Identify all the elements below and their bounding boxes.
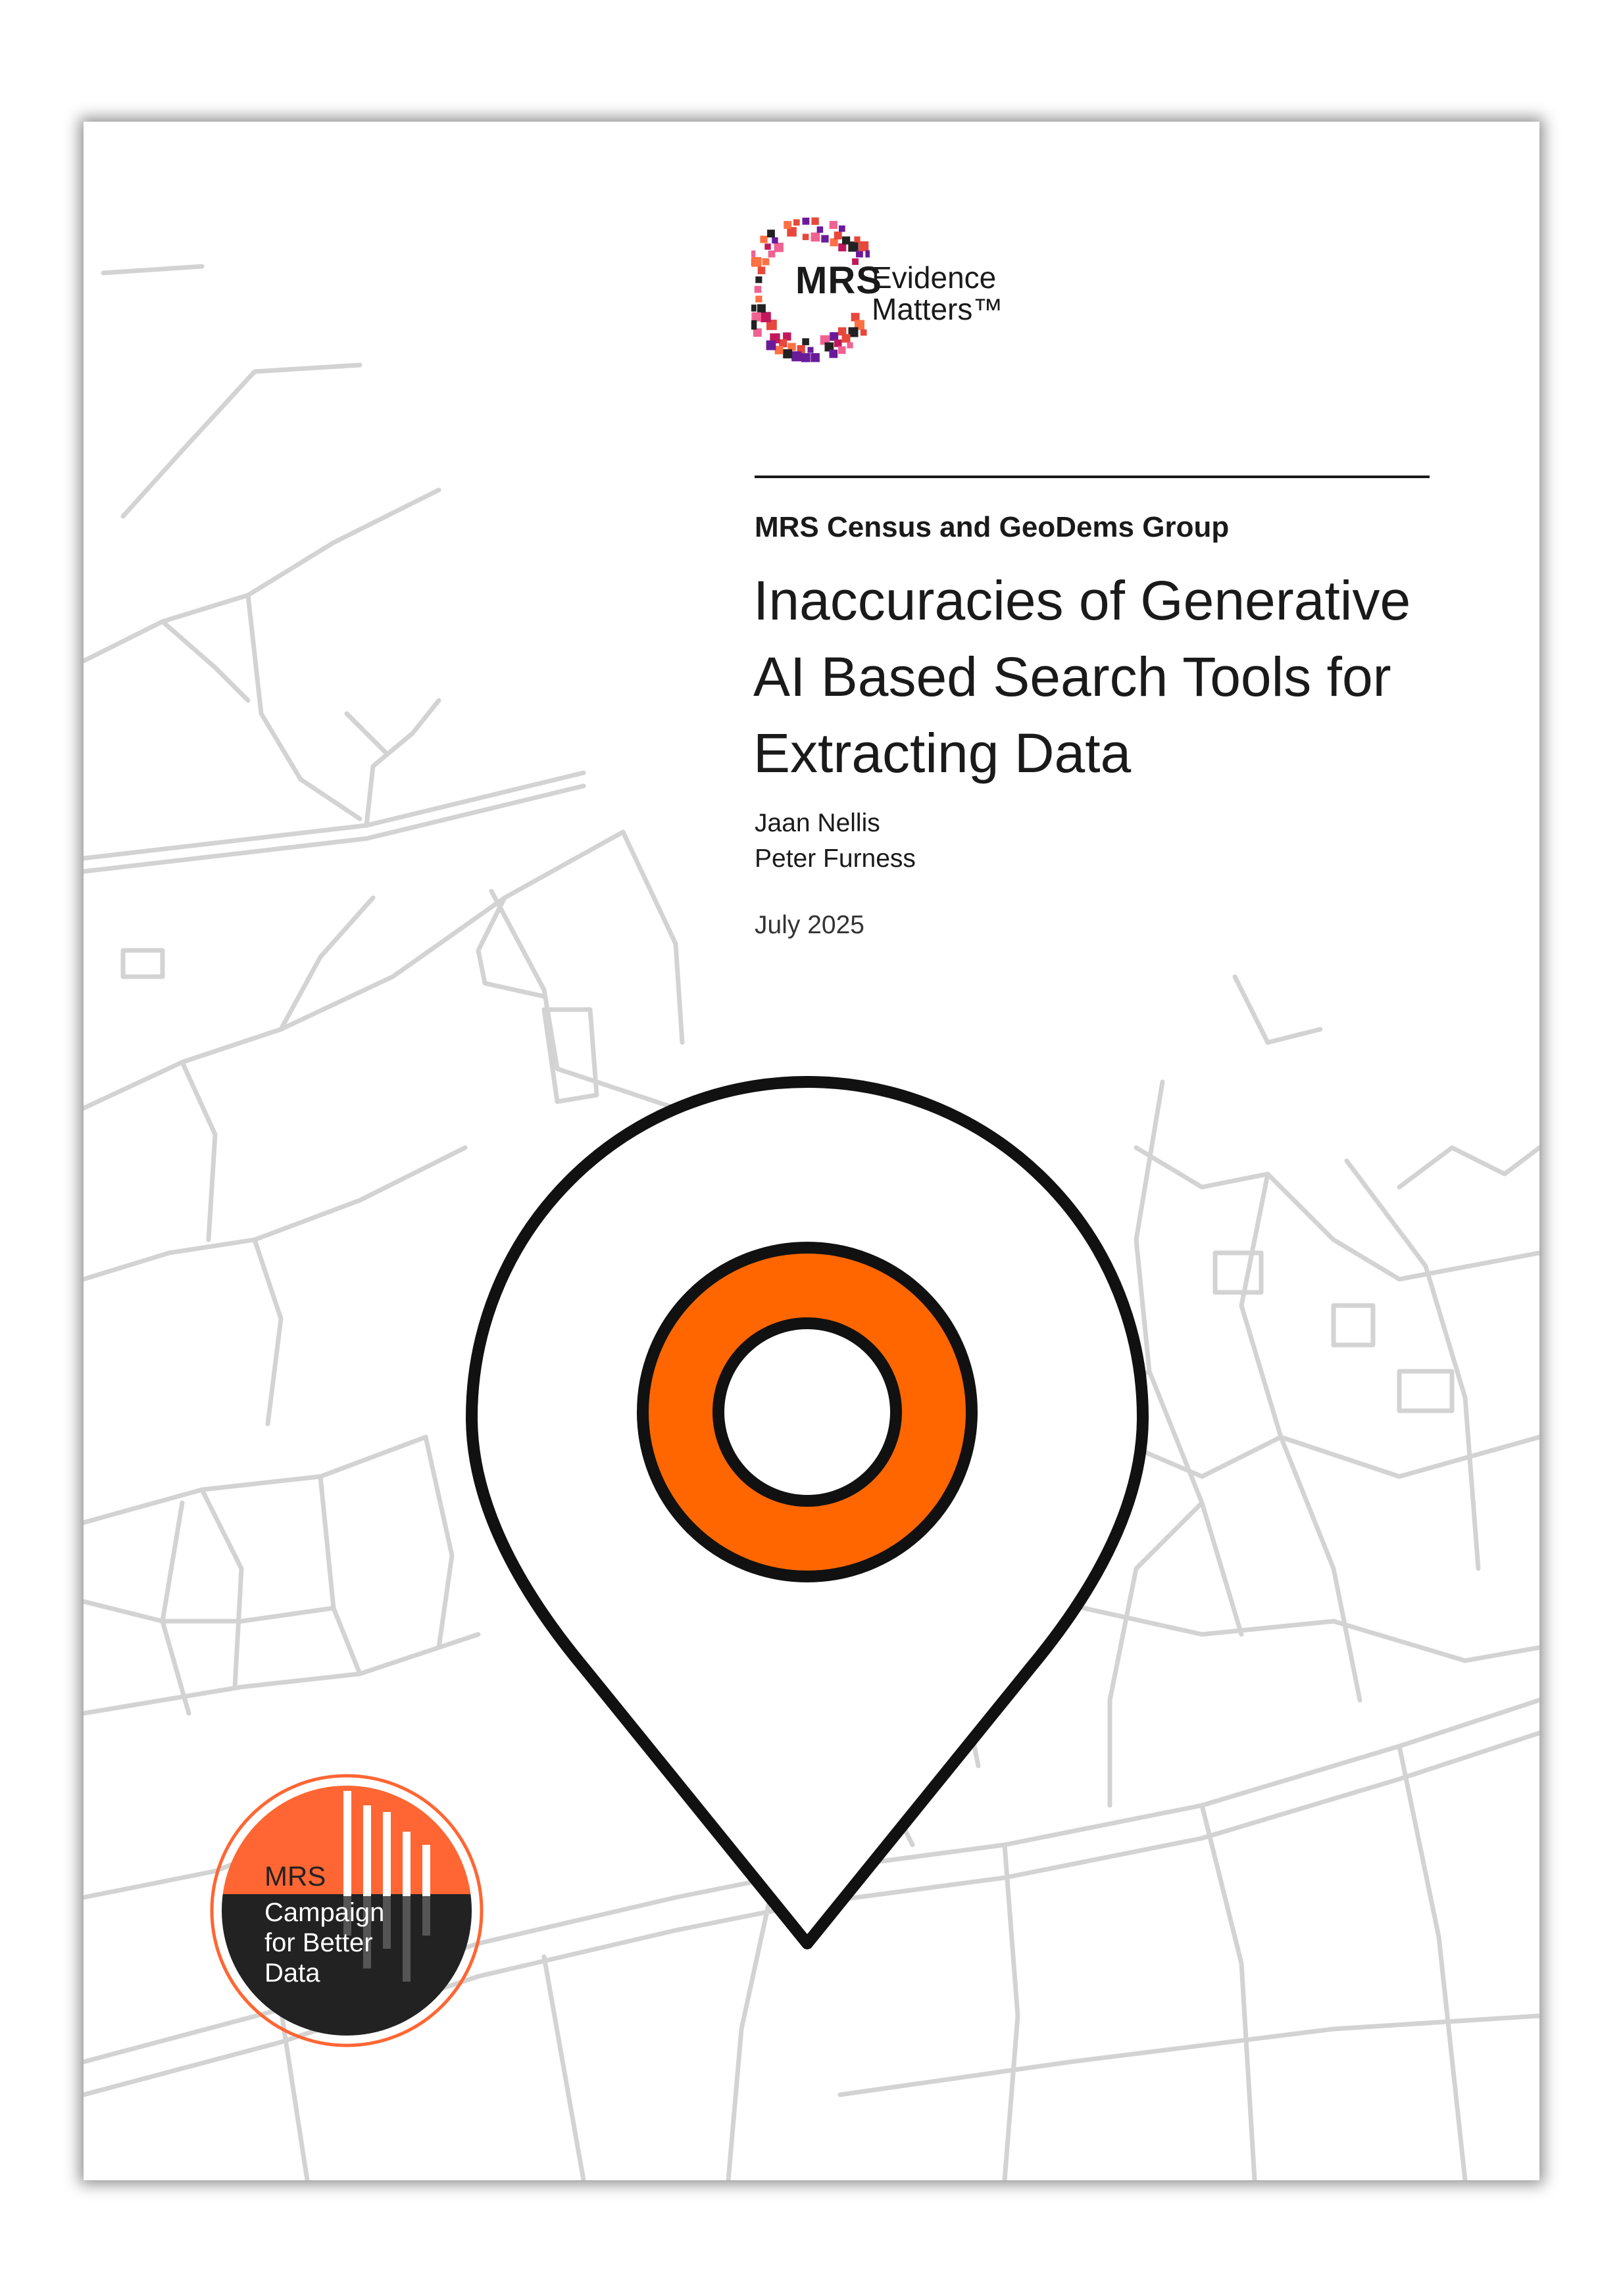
mosaic-tile: [834, 232, 842, 239]
mosaic-tile: [811, 218, 818, 225]
mosaic-tile: [758, 266, 766, 274]
mosaic-tile: [838, 243, 846, 251]
mosaic-tile: [859, 241, 868, 251]
map-pin-icon: [459, 1072, 1156, 1957]
mosaic-tile: [761, 312, 771, 322]
mosaic-tile: [848, 241, 859, 252]
mosaic-tile: [751, 305, 757, 312]
mosaic-tile: [764, 243, 770, 249]
title-line: Extracting Data: [753, 722, 1132, 784]
mosaic-tile: [817, 226, 824, 233]
logo-tagline-line2: Matters™: [872, 292, 1003, 326]
campaign-line1: Campaign: [264, 1898, 385, 1927]
mosaic-tile: [801, 353, 811, 362]
mosaic-tile: [762, 258, 770, 266]
mosaic-tile: [821, 235, 828, 242]
mosaic-tile: [791, 351, 801, 361]
mosaic-tile: [755, 276, 762, 283]
mosaic-tile: [802, 338, 809, 345]
mosaic-tile: [783, 349, 792, 358]
mosaic-tile: [751, 251, 755, 257]
mosaic-tile: [751, 258, 752, 266]
mosaic-tile: [830, 221, 837, 229]
header-rule: [755, 476, 1430, 478]
mosaic-tile: [784, 221, 791, 229]
mosaic-tile: [757, 305, 766, 313]
mosaic-tile: [847, 342, 853, 348]
mosaic-tile: [755, 286, 762, 293]
campaign-line2: for Better: [264, 1928, 373, 1957]
mosaic-tile: [793, 219, 800, 226]
publication-date: July 2025: [755, 911, 864, 939]
mosaic-tile: [772, 237, 778, 243]
logo-abbr: MRS: [795, 259, 882, 302]
mosaic-tile: [811, 353, 820, 362]
report-title: [753, 562, 1516, 791]
mosaic-tile: [775, 346, 784, 354]
mosaic-tile: [865, 251, 870, 258]
mosaic-tile: [751, 320, 757, 330]
mosaic-tile: [751, 312, 752, 320]
mosaic-tile: [838, 347, 846, 354]
mosaic-tile: [803, 234, 809, 241]
mosaic-tile: [774, 243, 784, 252]
mosaic-tile: [752, 257, 762, 267]
logo-tagline-line1: Evidence: [872, 260, 997, 295]
mosaic-tile: [760, 235, 767, 243]
mosaic-tile: [767, 230, 775, 237]
mrs-evidence-matters-logo: [751, 210, 1028, 381]
title-line: Inaccuracies of Generative: [753, 570, 1411, 631]
mosaic-tile: [755, 296, 762, 303]
campaign-abbr: MRS: [264, 1861, 326, 1892]
logo-tagline: [872, 262, 1003, 325]
title-line: AI Based Search Tools for: [753, 646, 1391, 708]
mosaic-tile: [766, 341, 776, 351]
mosaic-tile: [861, 330, 867, 336]
report-cover: [84, 122, 1539, 2180]
mosaic-tile: [839, 226, 845, 232]
mosaic-tile: [803, 218, 810, 225]
mosaic-tile: [830, 350, 838, 358]
mosaic-tile: [842, 334, 851, 343]
mosaic-tile: [811, 233, 820, 242]
mosaic-tile: [856, 251, 863, 258]
authors: [755, 806, 916, 877]
group-name: MRS Census and GeoDems Group: [755, 511, 1230, 543]
campaign-line3: Data: [264, 1959, 320, 1988]
mosaic-tile: [834, 339, 842, 347]
campaign-for-better-data-badge: [209, 1772, 485, 2049]
mosaic-tile: [752, 312, 761, 322]
author: Jaan Nellis: [755, 809, 880, 837]
mosaic-tile: [830, 238, 838, 246]
author: Peter Furness: [755, 844, 916, 873]
mosaic-tile: [808, 347, 814, 353]
